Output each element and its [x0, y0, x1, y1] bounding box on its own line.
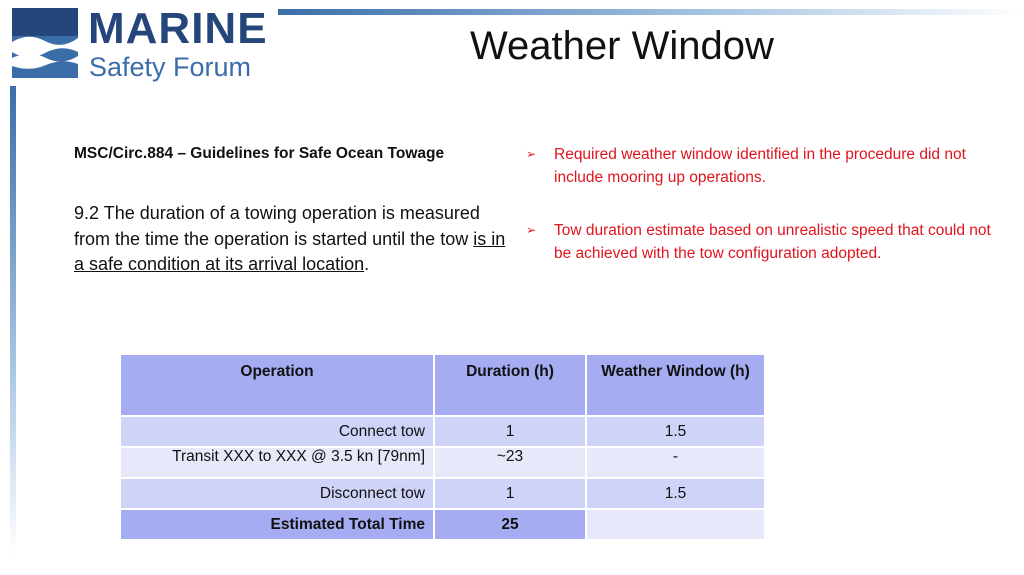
total-row: [120, 509, 765, 540]
guideline-clause: [74, 201, 514, 278]
operation-cell: Transit XXX to XXX @ 3.5 kn [79nm]: [120, 447, 434, 478]
operation-cell: Connect tow: [120, 416, 434, 447]
duration-cell: ~23: [434, 447, 586, 478]
table-row: [120, 478, 765, 509]
table-header-row: [120, 354, 765, 416]
finding-item: [526, 219, 996, 265]
clause-end: .: [364, 254, 370, 274]
finding-text: Required weather window identified in the procedure did not include mooring up operations.: [554, 146, 966, 186]
reference-heading: MSC/Circ.884 – Guidelines for Safe Ocean Towage: [74, 145, 445, 162]
arrow-bullet-icon: ➢: [526, 223, 537, 237]
duration-cell: 1: [434, 416, 586, 447]
finding-item: [526, 143, 996, 189]
slide-title: Weather Window: [470, 24, 774, 68]
finding-text: Tow duration estimate based on unrealistic speed that could not be achieved with the tow configuration adopted.: [554, 222, 991, 262]
findings-list: [526, 143, 996, 265]
wave-logo-icon: [12, 8, 78, 78]
clause-text: 9.2 The duration of a towing operation is measured from the time the operation is started until the tow: [74, 203, 480, 249]
logo-title: MARINE: [88, 4, 268, 53]
marine-safety-forum-logo: [12, 4, 272, 82]
weather-window-cell: 1.5: [586, 416, 765, 447]
header-weather-window: Weather Window (h): [586, 354, 765, 416]
arrow-bullet-icon: ➢: [526, 147, 537, 161]
total-weather-window-cell: [586, 509, 765, 540]
operations-table: [119, 353, 766, 541]
side-rule: [10, 86, 16, 556]
table-row: [120, 447, 765, 478]
weather-window-cell: -: [586, 447, 765, 478]
operation-cell: Disconnect tow: [120, 478, 434, 509]
header-duration: Duration (h): [434, 354, 586, 416]
total-label-cell: Estimated Total Time: [120, 509, 434, 540]
total-duration-cell: 25: [434, 509, 586, 540]
weather-window-cell: 1.5: [586, 478, 765, 509]
logo-subtitle: Safety Forum: [89, 52, 252, 82]
duration-cell: 1: [434, 478, 586, 509]
header-operation: Operation: [120, 354, 434, 416]
table-row: [120, 416, 765, 447]
header-rule: [278, 9, 1024, 15]
clause-underlined-text: is in a safe condition at its arrival location: [74, 228, 506, 274]
